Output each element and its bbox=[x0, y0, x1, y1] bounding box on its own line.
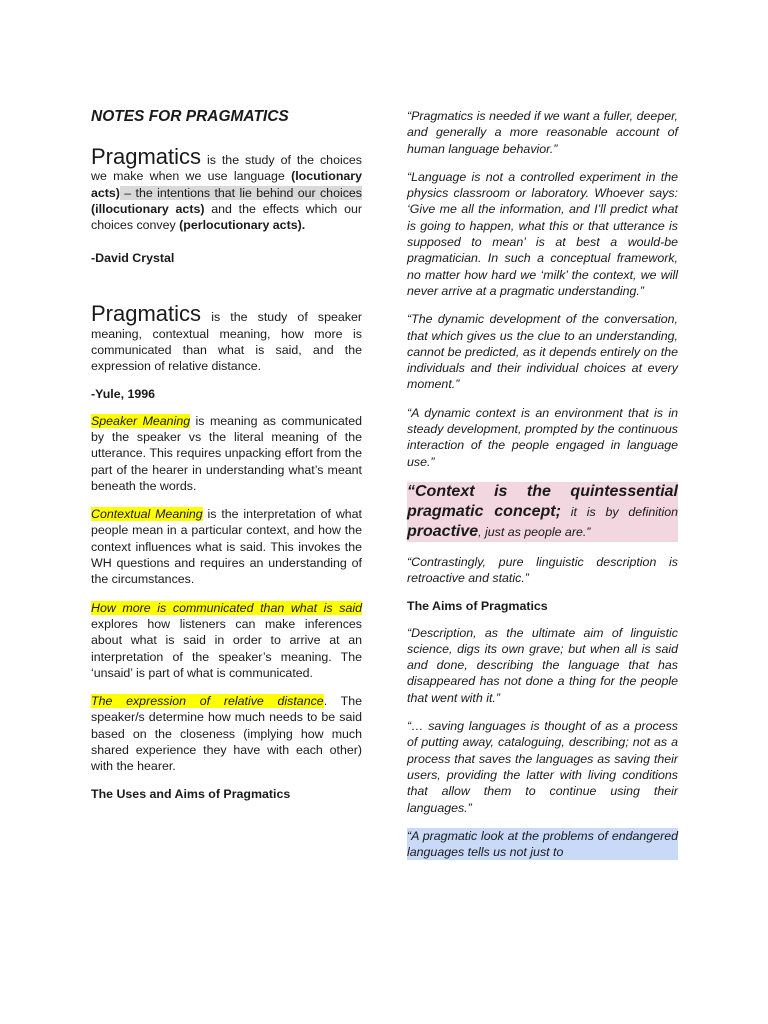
pragmatics-term: Pragmatics bbox=[91, 301, 202, 327]
quote-paragraph: “Description, as the ultimate aim of linguistic science, digs its own grave; but when all is said and done, describing the language that has disappeared has not done a thing for the people that went with it.” bbox=[407, 625, 678, 705]
aims-heading: The Aims of Pragmatics bbox=[407, 598, 548, 613]
left-column bbox=[91, 108, 362, 801]
relative-distance-paragraph: The expression of relative distance. The speaker/s determine how much needs to be said based on the closeness (implying how much shared experience they have with each other) with the hearer. bbox=[91, 694, 363, 774]
page-title: NOTES FOR PRAGMATICS bbox=[91, 108, 289, 125]
quote-paragraph: “Pragmatics is needed if we want a fuller, deeper, and generally a more reasonable account of human language behavior.” bbox=[407, 109, 678, 156]
highlighted-term: How more is communicated than what is said bbox=[91, 600, 362, 615]
quote-paragraph: “The dynamic development of the conversation, that which gives us the clue to an understanding, cannot be predicted, as it depends entirely on the individuals and their individual choices at every moment.” bbox=[407, 312, 678, 392]
yule-definition: Pragmatics is the study of speaker meaning, contextual meaning, how more is communicated than what is said, and the expression of relative distance. bbox=[91, 301, 362, 374]
pragmatics-term: Pragmatics bbox=[91, 144, 202, 169]
contextual-meaning-paragraph: Contextual Meaning is the interpretation of what people mean in a particular context, and how the context influences what is said. This invokes the WH questions and requires an understanding of the circumstances. bbox=[91, 507, 362, 587]
crystal-attribution: -David Crystal bbox=[91, 251, 175, 266]
quote-paragraph: “… saving languages is thought of as a process of putting away, cataloguing, describing; not as a process that saves the languages as saving their users, providing the latter with living conditions that allow them to continue using their languages.” bbox=[407, 719, 678, 815]
quote-paragraph: “A dynamic context is an environment that is in steady development, prompted by the continuous interaction of the people engaged in language use.” bbox=[407, 405, 678, 469]
yule-attribution: -Yule, 1996 bbox=[91, 386, 156, 401]
quote-paragraph: “Contrastingly, pure linguistic description is retroactive and static.” bbox=[407, 554, 678, 586]
right-column bbox=[407, 108, 678, 860]
highlighted-term: Speaker Meaning bbox=[91, 413, 191, 428]
more-communicated-paragraph: How more is communicated than what is said explores how listeners can make inferences about what is said in order to arrive at an interpretation of the speaker’s meaning. The ‘unsaid’ is part of what is communicated. bbox=[91, 600, 362, 680]
endangered-languages-quote: “A pragmatic look at the problems of endangered languages tells us not just to bbox=[407, 828, 678, 860]
highlighted-term: The expression of relative distance bbox=[91, 694, 324, 709]
context-quote: “Context is the quintessential pragmatic concept; it is by definition proactive, just as people are.” bbox=[407, 482, 678, 540]
crystal-definition: Pragmatics is the study of the choices we make when we use language (locutionary acts) – the intentions that lie behind our choices (illocutionary acts) and the effects which our choices convey (perlocutionary acts). bbox=[91, 144, 362, 233]
speaker-meaning-paragraph: Speaker Meaning is meaning as communicated by the speaker vs the literal meaning of the utterance. This requires unpacking effort from the part of the hearer in understanding what’s meant beneath the words. bbox=[91, 413, 362, 493]
highlighted-term: Contextual Meaning bbox=[91, 507, 203, 522]
uses-aims-heading: The Uses and Aims of Pragmatics bbox=[91, 786, 291, 801]
quote-paragraph: “Language is not a controlled experiment in the physics classroom or laboratory. Whoever says: ‘Give me all the information, and I’ll predict what is going to happen, what this or that utterance is supposed to mean’ is at best a would-be pragmatician. In such a conceptual framework, no matter how hard we ‘milk’ the context, we will never arrive at a pragmatic understanding.” bbox=[407, 169, 678, 298]
